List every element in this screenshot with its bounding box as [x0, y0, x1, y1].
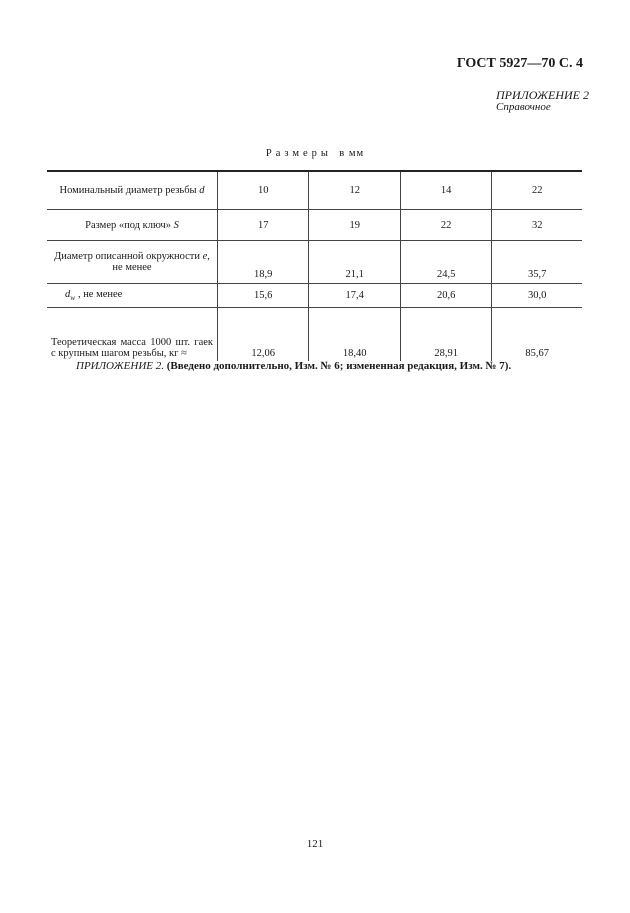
table-row: [47, 210, 582, 241]
cell: 17,4: [309, 284, 400, 308]
row-label: Номинальный диаметр резьбы d: [47, 171, 218, 210]
units-caption: [0, 148, 630, 159]
cell: 22: [400, 210, 491, 241]
document-header: ГОСТ 5927—70 С. 4: [456, 56, 583, 71]
cell: 30,0: [492, 284, 582, 308]
cell: 10: [218, 171, 309, 210]
table-row: [47, 308, 582, 362]
cell: 19: [309, 210, 400, 241]
page-number: 121: [306, 838, 324, 850]
cell: 12: [309, 171, 400, 210]
cell: 32: [492, 210, 582, 241]
cell: 22: [492, 171, 582, 210]
cell: 14: [400, 171, 491, 210]
appendix-type: Справочное: [496, 101, 551, 113]
units-unit: в мм: [339, 148, 365, 159]
cell: 24,5: [400, 241, 491, 284]
dimensions-table: [47, 170, 582, 361]
units-label: Размеры: [265, 148, 332, 159]
cell: 21,1: [309, 241, 400, 284]
row-label: $d_w$ , не менее: [47, 284, 218, 308]
appendix-title: ПРИЛОЖЕНИЕ 2: [496, 88, 589, 102]
cell: 85,67: [492, 308, 582, 362]
cell: 18,40: [309, 308, 400, 362]
cell: 28,91: [400, 308, 491, 362]
cell: 15,6: [218, 284, 309, 308]
table-row: [47, 171, 582, 210]
row-label: Размер «под ключ» S: [47, 210, 218, 241]
row-label: Теоретическая масса 1000 шт. гаек с крупным шагом резьбы, кг ≈: [51, 337, 213, 359]
row-label: Диаметр описанной окружности e, не менее: [47, 241, 218, 284]
cell: 35,7: [492, 241, 582, 284]
cell: 17: [218, 210, 309, 241]
appendix-note: ПРИЛОЖЕНИЕ 2. (Введено дополнительно, Изм. № 6; измененная редакция, Изм. № 7).: [76, 360, 512, 372]
table-row: [47, 241, 582, 284]
cell: 18,9: [218, 241, 309, 284]
cell: 12,06: [218, 308, 309, 362]
table-row: [47, 284, 582, 308]
cell: 20,6: [400, 284, 491, 308]
